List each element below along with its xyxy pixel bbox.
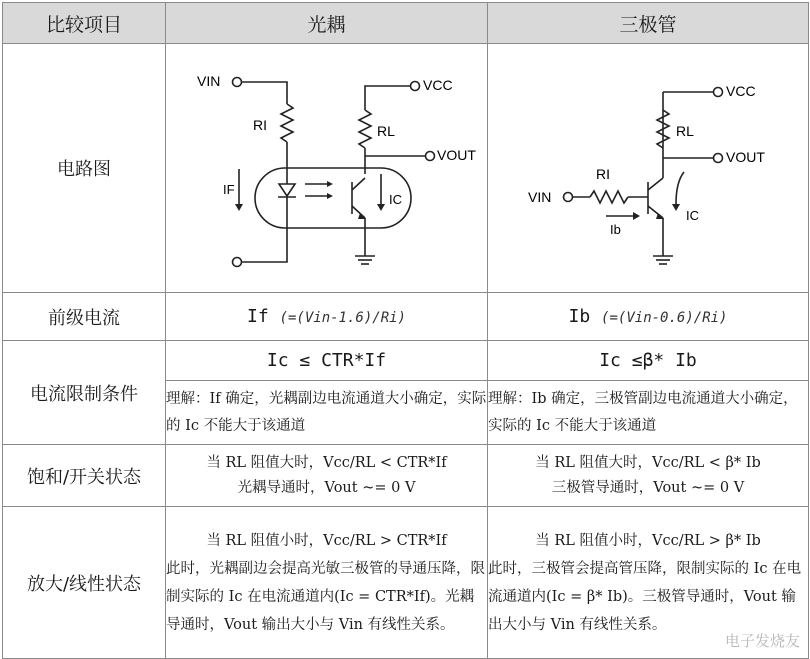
trans-vout-label: VOUT — [726, 149, 765, 165]
opto-front-sub: (=(Vin-1.6)/Ri) — [279, 310, 406, 326]
opto-ic-label: IC — [388, 192, 402, 207]
opto-saturation-line1: 当 RL 阻值大时，Vcc/RL < CTR*If — [206, 454, 447, 471]
header-transistor: 三极管 — [488, 3, 809, 44]
trans-front-sub: (=(Vin-0.6)/Ri) — [601, 310, 728, 326]
header-compare-item: 比较项目 — [3, 3, 166, 44]
trans-limit-formula: Ic ≤β* Ib — [488, 341, 809, 381]
saturation-label: 饱和/开关状态 — [3, 445, 166, 507]
trans-saturation-line2: 三极管导通时，Vout ~= 0 V — [551, 479, 745, 496]
optocoupler-circuit-diagram — [167, 44, 487, 288]
trans-ic-label: IC — [686, 208, 699, 223]
opto-limit-formula: Ic ≤ CTR*If — [166, 341, 488, 381]
front-current-label: 前级电流 — [3, 293, 166, 341]
opto-ri-label: RI — [252, 117, 267, 133]
trans-front-current — [488, 293, 809, 341]
trans-limit-note: 理解：Ib 确定，三极管副边电流通道大小确定，实际的 Ic 不能大于该通道 — [488, 381, 809, 445]
limit-formula-row — [3, 341, 809, 381]
trans-ri-label: RI — [596, 166, 610, 182]
opto-linear-cell — [166, 507, 488, 659]
watermark: 电子发烧友 — [724, 632, 800, 650]
opto-if-label: IF — [222, 182, 235, 197]
trans-vcc-label: VCC — [726, 83, 756, 99]
opto-vcc-label: VCC — [422, 77, 453, 93]
header-row — [3, 3, 809, 44]
header-optocoupler: 光耦 — [166, 3, 488, 44]
trans-vin-label: VIN — [528, 189, 552, 205]
trans-front-main: Ib — [568, 306, 591, 327]
opto-saturation-line2: 光耦导通时，Vout ~= 0 V — [237, 479, 416, 496]
opto-front-current — [166, 293, 488, 341]
saturation-row — [3, 445, 809, 507]
trans-ib-label: Ib — [610, 222, 621, 237]
opto-rl-label: RL — [376, 123, 395, 139]
opto-linear-body: 此时，光耦副边会提高光敏三极管的导通压降，限制实际的 Ic 在电流通道内(Ic = CTR*If)。光耦导通时，Vout 输出大小与 Vin 有线性关系。 — [166, 560, 485, 633]
opto-front-main: If — [247, 306, 269, 327]
transistor-circuit-cell — [488, 44, 809, 293]
trans-linear-line1: 当 RL 阻值小时，Vcc/RL > β* Ib — [535, 532, 761, 549]
opto-limit-note: 理解：If 确定，光耦副边电流通道大小确定，实际的 Ic 不能大于该通道 — [166, 381, 488, 445]
opto-circuit-cell — [166, 44, 488, 293]
comparison-table — [2, 2, 809, 659]
transistor-circuit-diagram — [488, 44, 808, 288]
trans-saturation-line1: 当 RL 阻值大时，Vcc/RL < β* Ib — [535, 454, 761, 471]
linear-label: 放大/线性状态 — [3, 507, 166, 659]
trans-saturation-cell — [488, 445, 809, 507]
opto-saturation-cell — [166, 445, 488, 507]
limit-label: 电流限制条件 — [3, 341, 166, 445]
opto-vout-label: VOUT — [436, 147, 476, 163]
front-current-row — [3, 293, 809, 341]
circuit-row — [3, 44, 809, 293]
trans-linear-body: 此时，三极管会提高管压降，限制实际的 Ic 在电流通道内(Ic = β* Ib)。三极管导通时，Vout 输出大小与 Vin 有线性关系。 — [488, 560, 802, 633]
opto-linear-line1: 当 RL 阻值小时，Vcc/RL > CTR*If — [206, 532, 447, 549]
opto-vin-label: VIN — [196, 73, 220, 89]
trans-rl-label: RL — [676, 123, 694, 139]
linear-row — [3, 507, 809, 659]
circuit-label: 电路图 — [3, 44, 166, 293]
